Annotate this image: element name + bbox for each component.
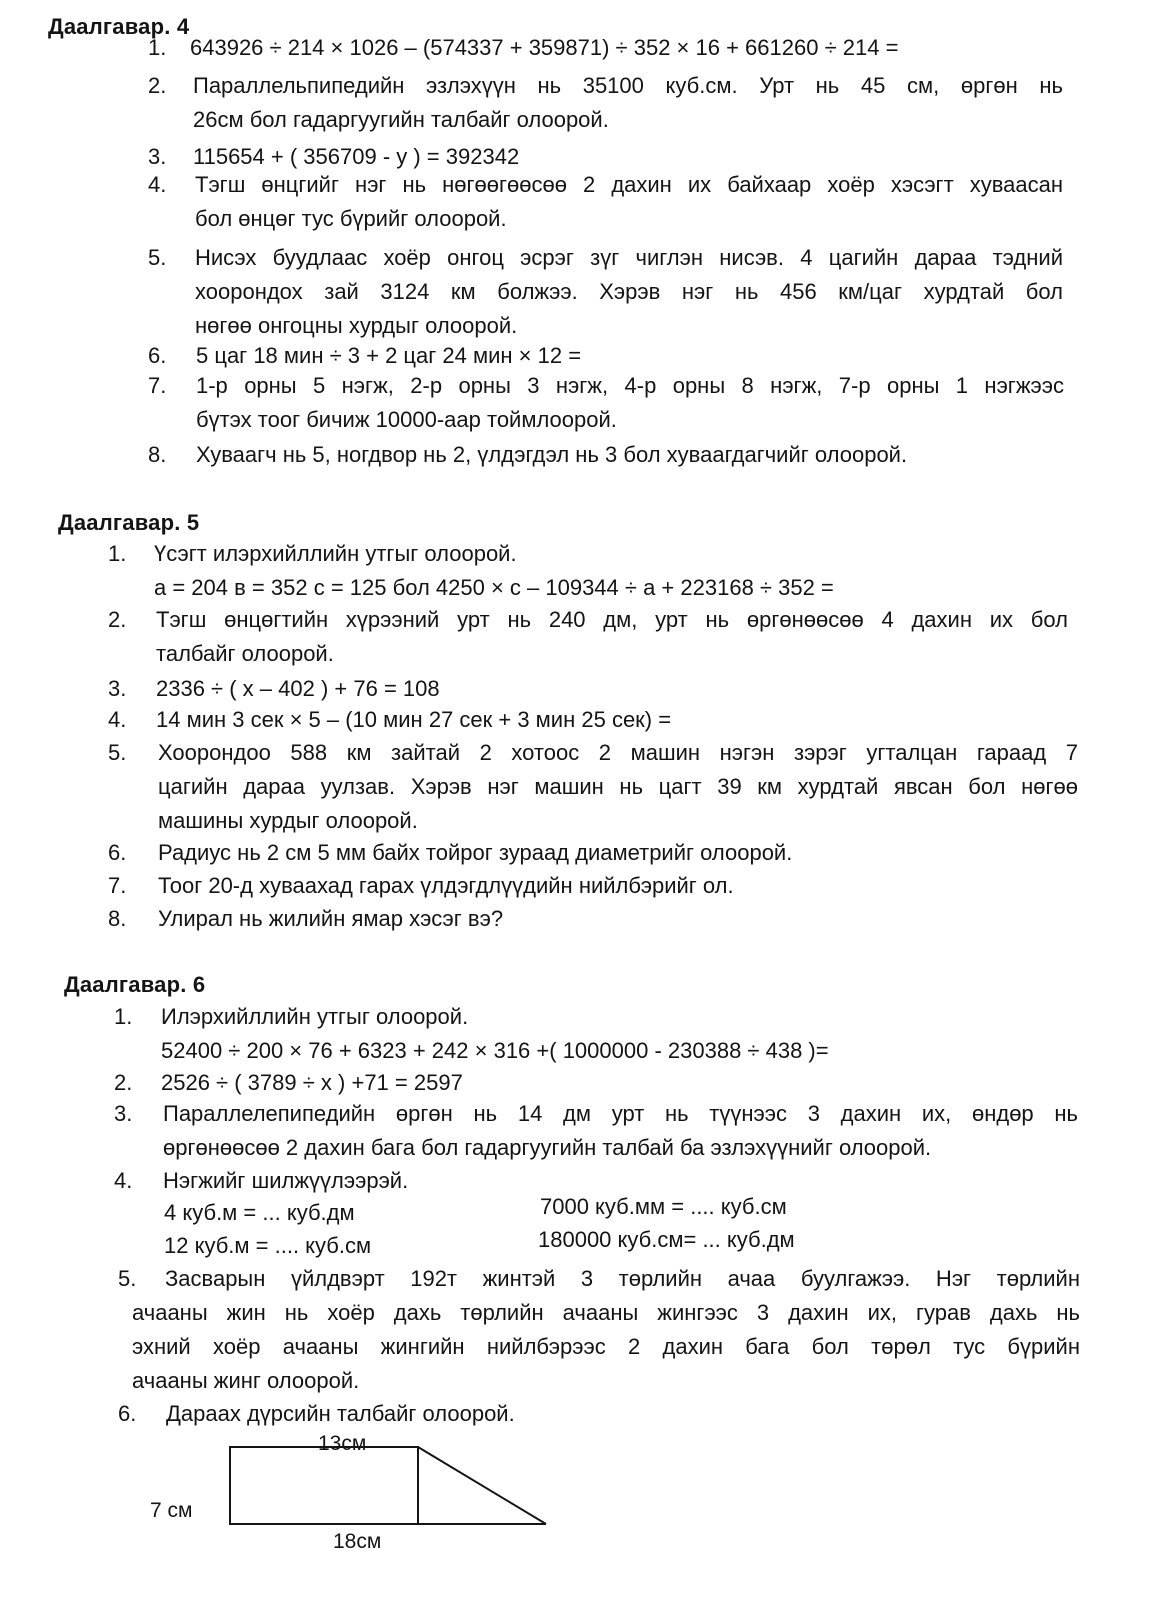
worksheet-page: Даалгавар. 4 1. 643926 ÷ 214 × 1026 – (574337 + 359871) ÷ 352 × 16 + 661260 ÷ 214 = 2. Параллельпипедийн эзлэхүүн нь 35100 куб.см. Урт нь 45 см, өргөн нь 26см бол гадаргуугийн талбайг олоорой. 3. 115654 + ( 356709 - у ) = 392342 4. Тэгш өнцгийг нэг нь нөгөөгөөсөө 2 дахин их байхаар хоёр хэсэгт хуваасан бол өнцөг тус бүрийг олоорой. 5. Нисэх буудлаас хоёр онгоц эсрэг зүг чиглэн нисэв. 4 цагийн дараа тэдний хоорондох зай 3124 км болжээ. Хэрэв нэг нь 456 км/цаг хурдтай бол нөгөө онгоцны хурдыг олоорой. 6. 5 цаг 18 мин ÷ 3 + 2 цаг 24 мин × 12 = 7. 1-р орны 5 нэгж, 2-р орны 3 нэгж, 4-р орны 8 нэгж, 7-р орны 1 нэгжээс бүтэх тоог бичиж 10000-аар тоймлоорой. 8. Хуваагч нь 5, ногдвор нь 2, үлдэгдэл нь 3 бол хуваагдагчийг олоорой. Даалгавар. 5 1. Үсэгт илэрхийллийн утгыг олоорой. a = 204 в = 352 c = 125 бол 4250 × c – 109344 ÷ a + 223168 ÷ 352 = 2. Тэгш өнцөгтийн хүрээний урт нь 240 дм, урт нь өргөнөөсөө 4 дахин их бол талбайг олоорой. 3. 2336 ÷ ( x – 402 ) + 76 = 108 4. 14 мин 3 сек × 5 – (10 мин 27 сек + 3 мин 25 сек) = 5. Хоорондоо 588 км зайтай 2 хотоос 2 машин нэгэн зэрэг угталцан гараад 7 цагийн дараа уулзав. Хэрэв нэг машин нь цагт 39 км хурдтай явсан бол нөгөө машины хурдыг олоорой. 6. Радиус нь 2 см 5 мм байх тойрог зураад диаметрийг олоорой. 7. Тоог 20-д хуваахад гарах үлдэгдлүүдийн нийлбэрийг ол. 8. Улирал нь жилийн ямар хэсэг вэ? Даалгавар. 6 1. Илэрхийллийн утгыг олоорой. 52400 ÷ 200 × 76 + 6323 + 242 × 316 +( 1000000 - 230388 ÷ 438 )= 2. 2526 ÷ ( 3789 ÷ x ) +71 = 2597 3. Параллелепипедийн өргөн нь 14 дм урт нь түүнээс 3 дахин их, өндөр нь өргөнөөсөө 2 дахин бага бол гадаргуугийн талбай ба эзлэхүүнийг олоорой. 4. Нэгжийг шилжүүлээрэй. 4 куб.м = ... куб.дм 12 куб.м = .... куб.см 7000 куб.мм = .... куб.см 180000 куб.см= ... куб.дм 5. Засварын үйлдвэрт 192т жинтэй 3 төрлийн ачаа буулгажээ. Нэг төрлийн ачааны жин нь хоёр дахь төрлийн ачааны жингээс 3 дахин их, гурав дахь нь эхний хоёр ачааны жингийн нийлбэрээс 2 дахин бага бол төрөл тус бүрийн ачааны жинг олоорой. 6. Дараах дүрсийн талбайг олоорой. 13см 18см 7 см [0,0,1173,1600]
figure-triangle-hypotenuse [418,1447,546,1524]
figure-side-label: 7 см [150,1499,193,1522]
conversion-left-1: 4 куб.м = ... куб.дм [164,1200,355,1225]
conversion-left-2: 12 куб.м = .... куб.см [164,1233,372,1258]
conversion-right-2: 180000 куб.см= ... куб.дм [538,1227,795,1252]
section-6-title: Даалгавар. 6 [64,972,206,997]
section-4-title: Даалгавар. 4 [48,14,190,39]
figure-rectangle [230,1447,418,1524]
section-5-title: Даалгавар. 5 [58,510,200,535]
conversion-right-1: 7000 куб.мм = .... куб.см [540,1194,787,1219]
figure-bottom-label: 18см [333,1530,382,1553]
figure-top-label: 13см [318,1432,367,1455]
